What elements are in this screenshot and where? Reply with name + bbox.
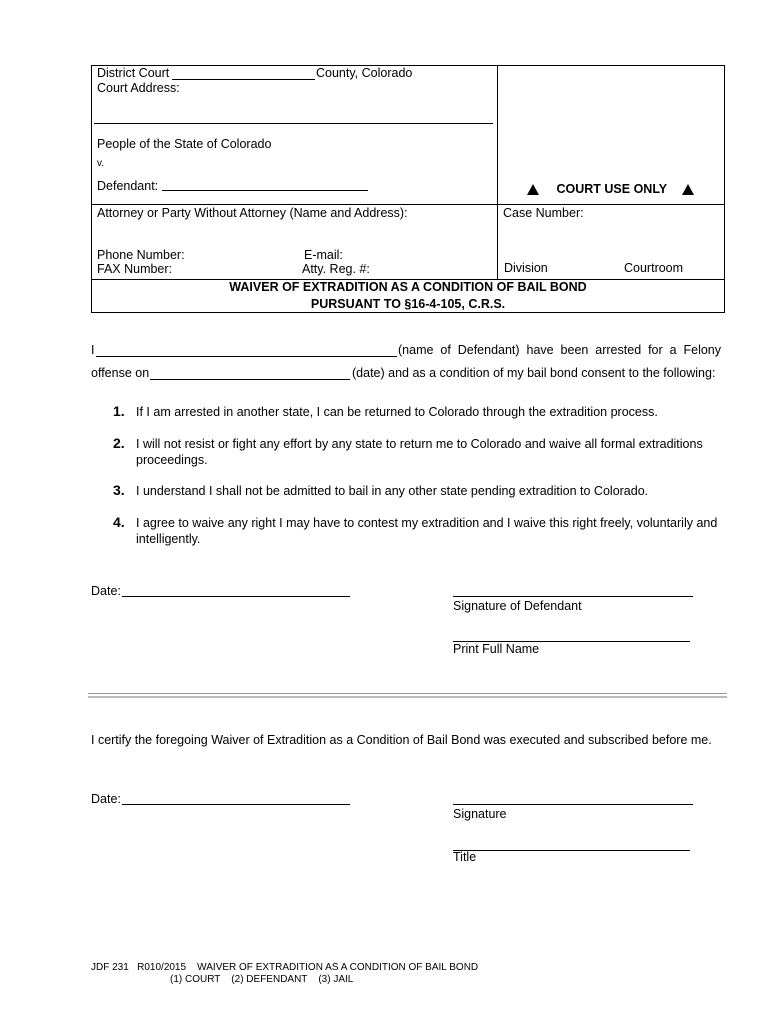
parties-label: People of the State of Colorado [97, 137, 272, 151]
signature-of-defendant-label: Signature of Defendant [453, 599, 582, 613]
item-1-text: If I am arrested in another state, I can be returned to Colorado through the extradition process. [136, 405, 658, 419]
cert-signature-line[interactable] [453, 804, 693, 805]
form-subtitle: PURSUANT TO §16-4-105, C.R.S. [310, 297, 506, 311]
date-label: Date: [91, 584, 121, 598]
statement-offense-on: offense on [91, 366, 150, 380]
statement-line2: (date) and as a condition of my bail bond consent to the following: [352, 366, 716, 380]
statement-i: I [91, 343, 95, 357]
offense-date-blank[interactable] [150, 379, 350, 380]
cert-title-line[interactable] [453, 850, 690, 851]
caption-divider-1 [91, 204, 725, 205]
caption-divider-vertical [497, 65, 498, 279]
item-4-text: I agree to waive any right I may have to contest my extradition and I waive this right freely, voluntarily and intelligently. [136, 516, 718, 546]
cert-title-label: Title [453, 850, 477, 864]
court-use-only [527, 182, 694, 196]
court-address-blank[interactable] [94, 123, 493, 124]
item-3-text: I understand I shall not be admitted to bail in any other state pending extradition to Colorado. [136, 484, 649, 498]
date-blank[interactable] [122, 596, 350, 597]
item-3-number: 3. [113, 482, 125, 498]
certification-text: I certify the foregoing Waiver of Extradition as a Condition of Bail Bond was executed and subscribed before me. [91, 733, 712, 747]
defendant-name-blank[interactable] [96, 356, 397, 357]
attorney-label: Attorney or Party Without Attorney (Name and Address): [97, 206, 408, 220]
section-separator-shadow [88, 696, 727, 698]
fax-label: FAX Number: [97, 262, 173, 276]
section-separator [88, 693, 727, 694]
footer-line1: JDF 231 R010/2015 WAIVER OF EXTRADITION AS A CONDITION OF BAIL BOND [91, 962, 479, 973]
triangle-up-icon [682, 184, 694, 195]
cert-date-label: Date: [91, 792, 121, 806]
phone-label: Phone Number: [97, 248, 185, 262]
footer-line2: (1) COURT (2) DEFENDANT (3) JAIL [170, 974, 354, 985]
item-4-number: 4. [113, 514, 125, 530]
item-2-number: 2. [113, 435, 125, 451]
court-use-only-label: COURT USE ONLY [556, 182, 667, 196]
triangle-up-icon [527, 184, 539, 195]
print-full-name-label: Print Full Name [453, 642, 540, 656]
versus-label: v. [97, 158, 105, 169]
cert-signature-label: Signature [453, 807, 507, 821]
courtroom-label: Courtroom [624, 261, 684, 275]
item-2-text: I will not resist or fight any effort by any state to return me to Colorado and waive all formal extraditions proceedings. [136, 437, 703, 467]
district-court-label: District Court [97, 66, 170, 80]
case-number-label: Case Number: [503, 206, 584, 220]
statement-line1: (name of Defendant) have been arrested for a Felony [398, 343, 721, 357]
district-court-blank[interactable] [172, 79, 315, 80]
item-1-number: 1. [113, 403, 125, 419]
defendant-blank[interactable] [162, 190, 368, 191]
cert-date-blank[interactable] [122, 804, 350, 805]
email-label: E-mail: [304, 248, 343, 262]
county-label: County, Colorado [316, 66, 413, 80]
defendant-signature-line[interactable] [453, 596, 693, 597]
defendant-label: Defendant: [97, 179, 159, 193]
atty-reg-label: Atty. Reg. #: [302, 262, 370, 276]
division-label: Division [504, 261, 548, 275]
form-title: WAIVER OF EXTRADITION AS A CONDITION OF BAIL BOND [229, 280, 587, 294]
court-address-label: Court Address: [97, 81, 180, 95]
